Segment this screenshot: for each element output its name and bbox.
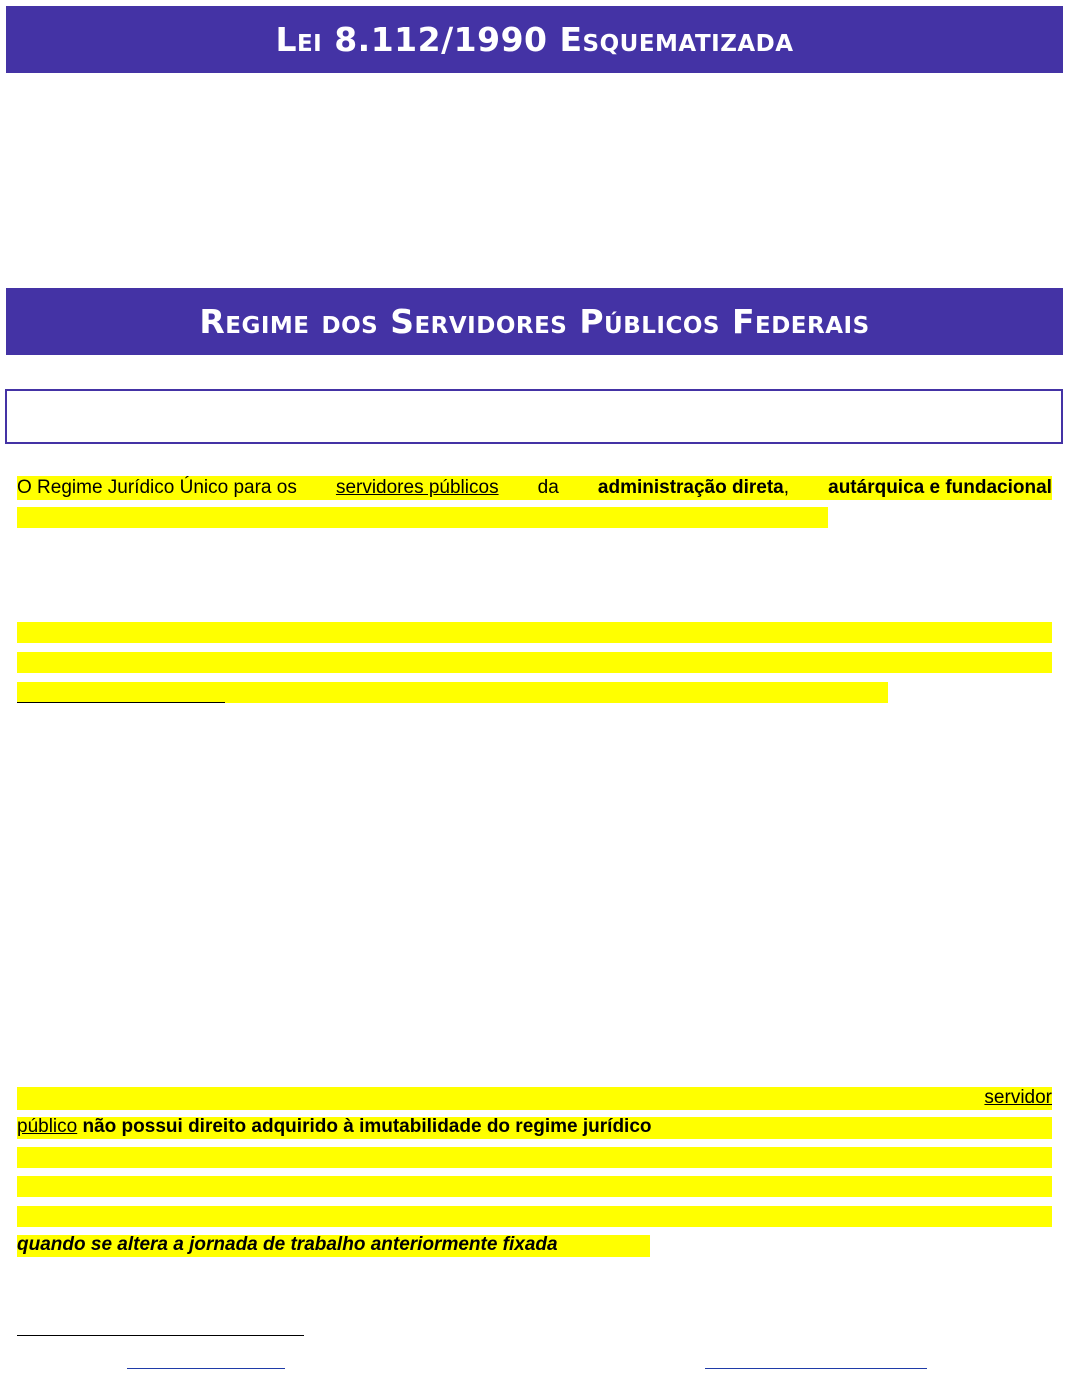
footnote-separator [17, 1335, 304, 1336]
highlight-bar [17, 622, 1052, 643]
section-title-banner [6, 288, 1063, 355]
bold-phrase: não possui direito adquirido à imutabilidade do regime jurídico [82, 1116, 652, 1137]
bold-phrase: autárquica e fundacional [828, 477, 1052, 498]
servidores-publicos-link[interactable]: servidores públicos [335, 477, 499, 498]
servidor-link-part[interactable]: servidor [984, 1087, 1052, 1108]
document-title: Lei 8.112/1990 Esquematizada [275, 20, 794, 59]
text-segment: O Regime Jurídico Único para os [17, 477, 297, 498]
section-title: Regime dos Servidores Públicos Federais [199, 302, 870, 341]
highlight-bar [17, 1206, 1052, 1227]
text-segment: da [537, 477, 559, 498]
paragraph-line [17, 1114, 1052, 1140]
document-title-banner [6, 6, 1063, 73]
bold-italic-phrase: quando se altera a jornada de trabalho anteriormente fixada [17, 1234, 558, 1255]
highlight-bar [17, 1147, 1052, 1168]
highlight-bar [17, 652, 1052, 673]
publico-link-part[interactable]: público [17, 1116, 78, 1137]
empty-outline-box [5, 389, 1063, 444]
highlight-bar [17, 682, 888, 703]
paragraph-line [17, 1232, 1052, 1258]
underline-rule [17, 702, 225, 703]
paragraph-line [17, 475, 1052, 501]
footnote-link-underline[interactable] [705, 1368, 927, 1369]
highlight-bar [17, 507, 828, 528]
bold-phrase: administração direta, [597, 477, 790, 498]
paragraph-line [17, 1085, 1052, 1111]
highlight-bar [17, 1176, 1052, 1197]
footnote-link-underline[interactable] [127, 1368, 285, 1369]
